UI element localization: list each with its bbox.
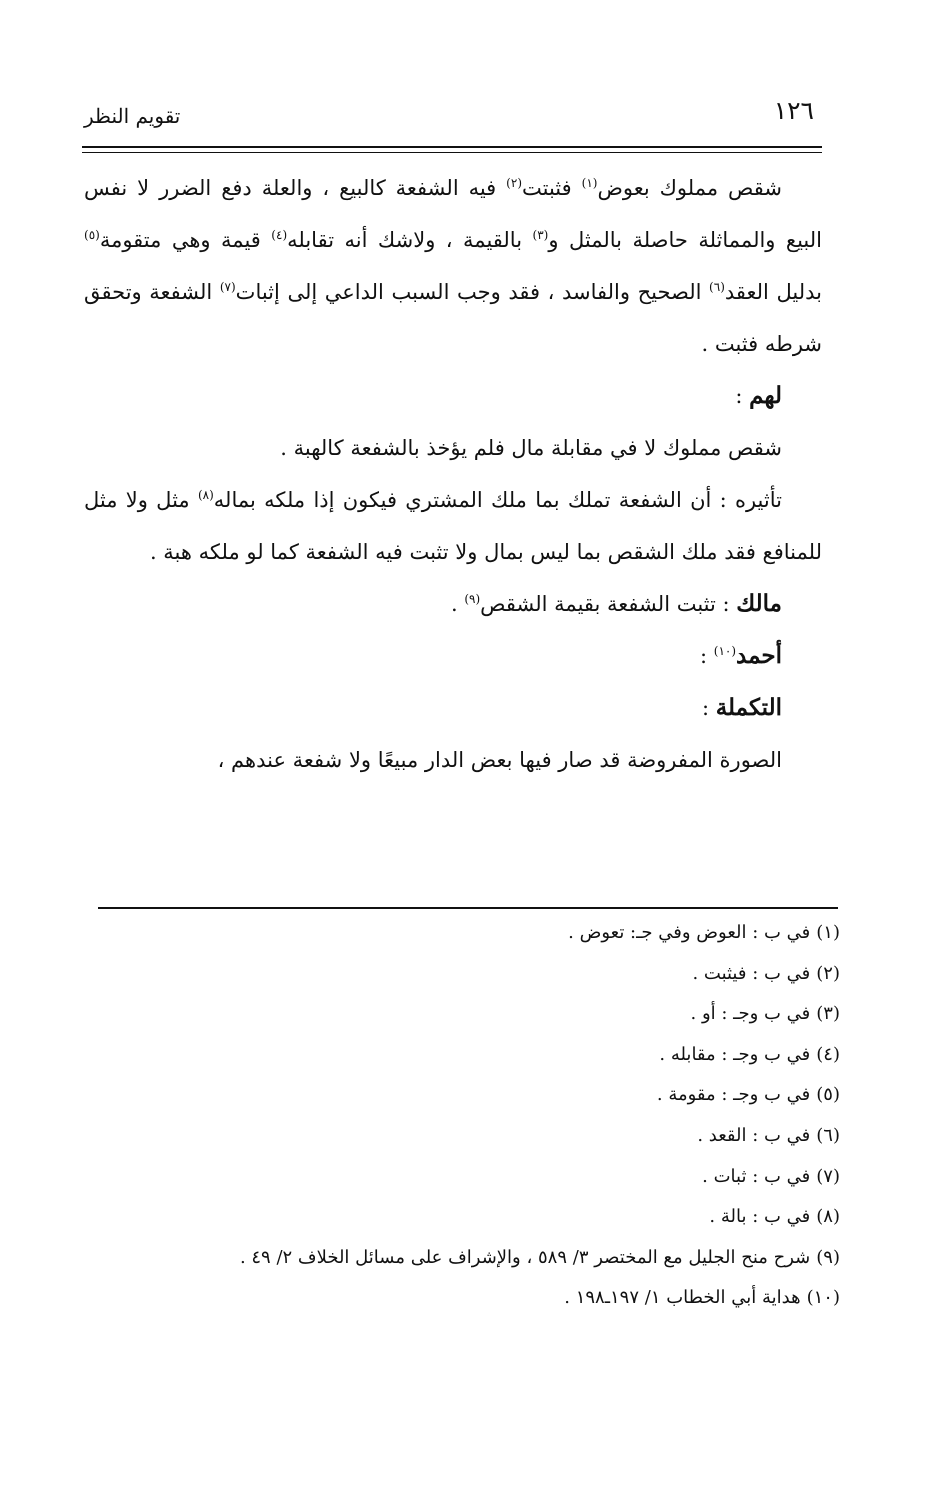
footnote-text: في ب : القعد . — [697, 1124, 811, 1146]
malik-label: مالك — [736, 590, 782, 617]
takmila-heading — [84, 682, 782, 734]
lahum-heading — [84, 370, 782, 422]
footnote — [92, 913, 840, 954]
header-rule — [82, 146, 822, 148]
text-run: بدليل العقد — [724, 280, 822, 304]
footnote-ref-1: (١) — [581, 176, 598, 190]
paragraph-3 — [84, 474, 822, 578]
page-number: ١٢٦ — [773, 96, 814, 125]
text-run: الشفعة وتحقق شرطه فثبت . — [84, 280, 822, 356]
footnote-number: (٧) — [816, 1165, 840, 1187]
footnote-number: (٩) — [816, 1246, 840, 1268]
ahmad-line — [84, 630, 782, 682]
footnote-number: (٣) — [816, 1003, 840, 1025]
footnote-ref-5: (٥) — [84, 228, 100, 242]
ahmad-colon: : — [699, 644, 714, 668]
footnote-text: شرح منح الجليل مع المختصر ٣/ ٥٨٩ ، والإشراف على مسائل الخلاف ٢/ ٤٩ . — [239, 1246, 811, 1268]
footnote-text: في ب : ثبات . — [702, 1165, 811, 1187]
footnote-text: في ب : العوض وفي جـ: تعوض . — [568, 922, 811, 943]
footnote-ref-6: (٦) — [709, 280, 725, 294]
lahum-colon: : — [735, 384, 750, 408]
footnote-text: هداية أبي الخطاب ١/ ١٩٧ـ١٩٨ . — [564, 1287, 801, 1309]
footnote-number: (٦) — [816, 1124, 840, 1146]
paragraph-1 — [84, 162, 822, 370]
footnotes — [92, 913, 840, 1319]
lahum-label: لهم — [749, 382, 782, 409]
footnote-number: (٢) — [816, 962, 840, 984]
footnote-ref-2: (٢) — [506, 176, 522, 190]
takmila-colon: : — [701, 696, 716, 720]
footnote — [92, 994, 840, 1035]
text-run: . — [450, 592, 465, 616]
text-run: فثبتت — [522, 176, 582, 200]
text-run: مثل ولا مثل للمنافع فقد ملك الشقص بما ليس بمال ولا تثبت فيه الشفعة كما لو ملكه هبة . — [84, 488, 822, 564]
footnote-ref-9: (٩) — [464, 592, 481, 606]
footnote-text: في ب : فيثبت . — [692, 962, 811, 984]
footnote-rule — [98, 907, 838, 909]
footnote — [92, 1238, 840, 1279]
footnote-ref-10: (١٠) — [713, 644, 737, 658]
footnote — [92, 1197, 840, 1238]
footnote-number: (١) — [816, 922, 840, 943]
footnote — [92, 1157, 840, 1198]
footnote — [92, 1035, 840, 1076]
footnote-number: (٥) — [816, 1084, 840, 1106]
footnote-text: في ب وجـ : أو . — [690, 1003, 811, 1025]
text-run: قيمة وهي متقومة — [99, 228, 272, 252]
footnote-number: (٨) — [816, 1206, 840, 1228]
text-run: تأثيره : أن الشفعة تملك بما ملك المشتري فيكون إذا ملكه بماله — [213, 488, 782, 512]
footnote — [92, 954, 840, 995]
ahmad-label: أحمد — [736, 642, 782, 669]
malik-line — [84, 578, 782, 630]
footnote — [92, 1075, 840, 1116]
header-rule-thin — [82, 152, 822, 153]
page-header — [82, 96, 820, 140]
main-text — [84, 162, 822, 786]
paragraph-4: الصورة المفروضة قد صار فيها بعض الدار مبيعًا ولا شفعة عندهم ، — [217, 748, 782, 772]
text-run: فيه الشفعة كالبيع ، والعلة دفع الضرر لا نفس البيع والمماثلة حاصلة بالمثل و — [84, 176, 822, 252]
takmila-label: التكملة — [715, 694, 782, 721]
footnote-text: في ب وجـ : مقومة . — [656, 1084, 811, 1106]
running-title: تقويم النظر — [84, 104, 181, 128]
footnote-ref-8: (٨) — [197, 488, 214, 502]
text-run: الصحيح والفاسد ، فقد وجب السبب الداعي إلى إثبات — [235, 280, 710, 304]
footnote-ref-3: (٣) — [532, 228, 549, 242]
malik-text: : تثبت الشفعة بقيمة الشقص — [480, 592, 737, 616]
footnote — [92, 1116, 840, 1157]
footnote-text: في ب وجـ : مقابله . — [659, 1043, 811, 1065]
paragraph-2: شقص مملوك لا في مقابلة مال فلم يؤخذ بالشفعة كالهبة . — [280, 436, 782, 460]
footnote-ref-4: (٤) — [271, 228, 288, 242]
footnote — [92, 1278, 840, 1319]
footnote-number: (٤) — [816, 1043, 840, 1065]
text-run: شقص مملوك بعوض — [597, 176, 782, 200]
footnote-text: في ب : بالة . — [709, 1206, 811, 1228]
footnote-ref-7: (٧) — [219, 280, 236, 294]
footnote-number: (١٠) — [806, 1287, 840, 1309]
text-run: بالقيمة ، ولاشك أنه تقابله — [287, 228, 533, 252]
